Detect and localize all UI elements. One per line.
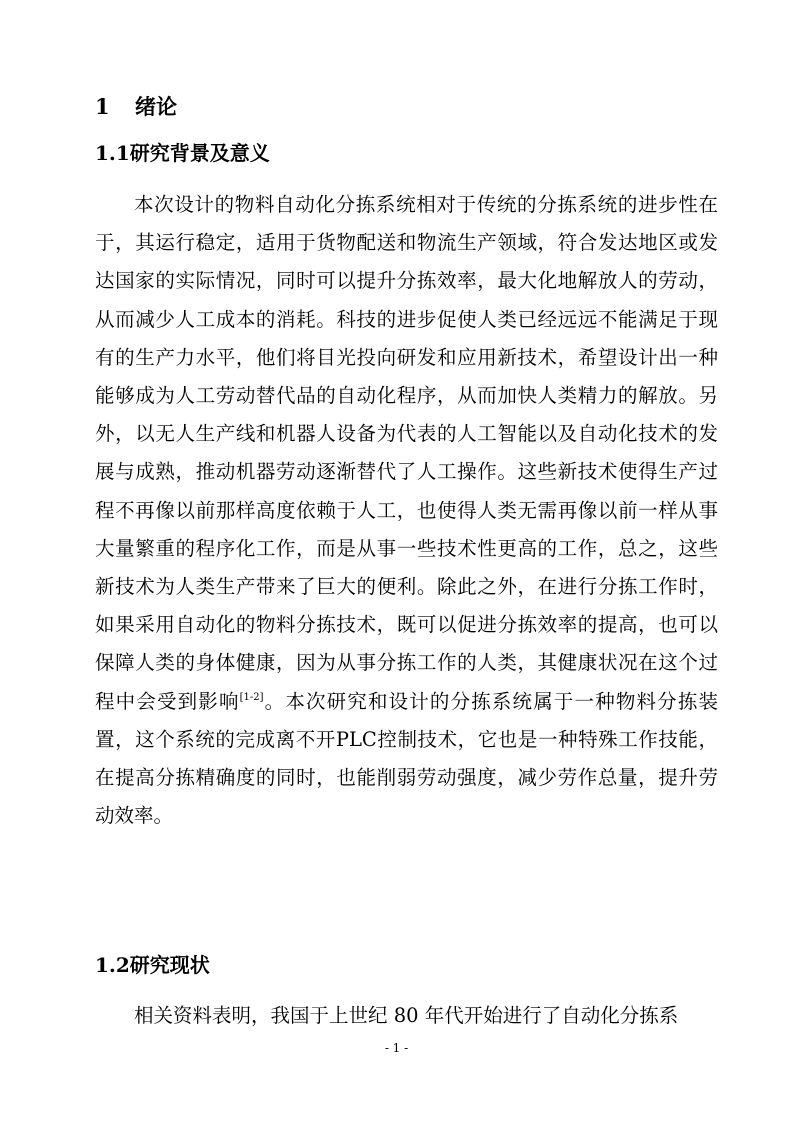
chapter-heading <box>95 92 177 122</box>
chapter-title-text: 绪论 <box>135 94 177 119</box>
section-title-text: 研究现状 <box>129 953 210 977</box>
paragraph-text: 本次设计的物料自动化分拣系统相对于传统的分拣系统的进步性在于，其运行稳定，适用于货物配送和物流生产领域，符合发达地区或发达国家的实际情况，同时可以提升分拣效率，最大化地解放人的劳动，从而减少人工成本的消耗。科技的进步促使人类已经远远不能满足于现有的生产力水平，他们将目光投向研发和应用新技术，希望设计出一种能够成为人工劳动替代品的自动化程序，从而加快人类精力的解放。另外，以无人生产线和机器人设备为代表的人工智能以及自动化技术的发展与成熟，推动机器劳动逐渐替代了人工操作。这些新技术使得生产过程不再像以前那样高度依赖于人工，也使得人类无需再像以前一样从事大量繁重的程序化工作，而是从事一些技术性更高的工作，总之，这些新技术为人类生产带来了巨大的便利。除此之外，在进行分拣工作时，如果采用自动化的物料分拣技术，既可以促进分拣效率的提高，也可以保障人类的身体健康，因为从事分拣工作的人类，其健康状况在这个过程中会受到影响 <box>95 193 718 713</box>
section-number: 1.1 <box>95 141 130 165</box>
paragraph-background <box>95 186 718 835</box>
chapter-number: 1 <box>95 94 110 119</box>
paragraph-text: 相关资料表明，我国于上世纪 80 年代开始进行了自动化分拣系 <box>134 1004 679 1027</box>
section-number: 1.2 <box>95 953 130 977</box>
section-title-text: 研究背景及意义 <box>129 141 270 165</box>
section-heading-1-1 <box>95 138 270 168</box>
section-heading-1-2 <box>95 950 210 980</box>
paragraph-status <box>95 997 718 1035</box>
page-number: - 1 - <box>384 1041 409 1055</box>
citation-marker: [1-2] <box>239 691 264 703</box>
paragraph-text-continued: 。本次研究和设计的分拣系统属于一种物料分拣装置，这个系统的完成离不开PLC控制技术，它也是一种特殊工作技能，在提高分拣精确度的同时，也能削弱劳动强度，减少劳作总量，提升劳动效率。 <box>95 689 718 828</box>
